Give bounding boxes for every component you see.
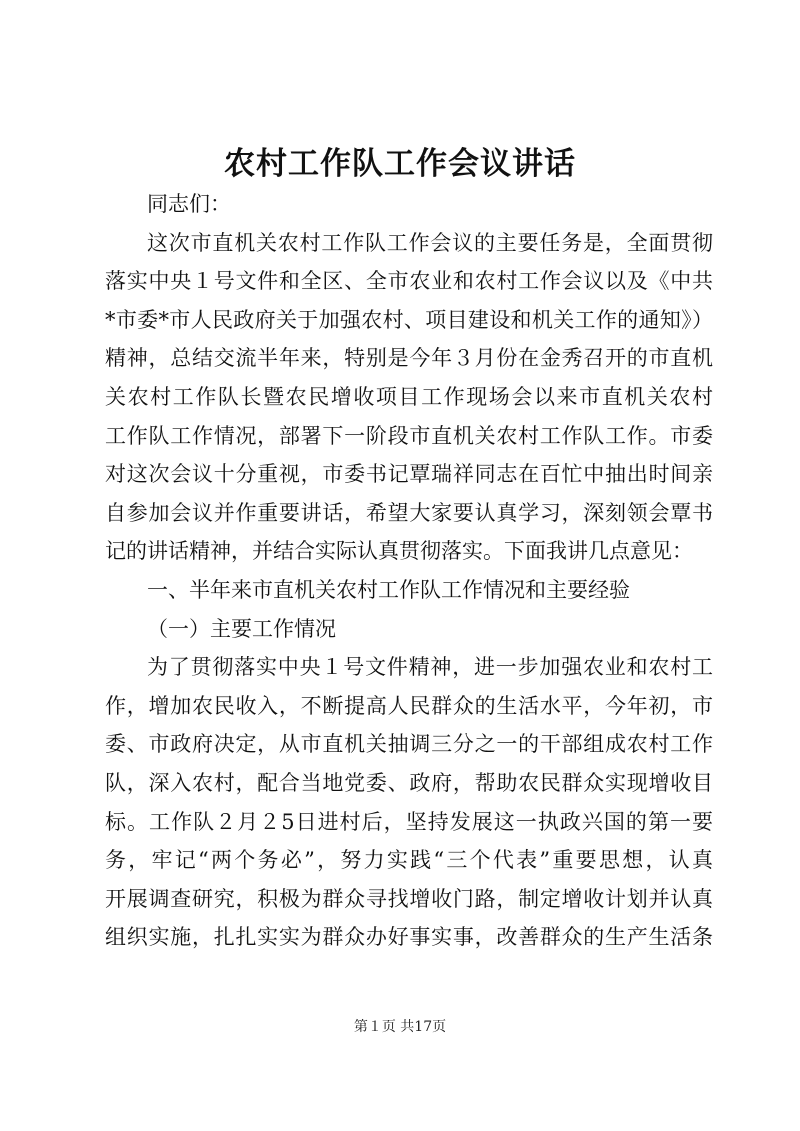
salutation-line: 同志们： bbox=[147, 192, 231, 216]
page-number-footer: 第１页 共17页 bbox=[353, 1019, 447, 1035]
body-line: 这次市直机关农村工作队工作会议的主要任务是，全面贯彻 bbox=[147, 230, 713, 255]
body-line: 落实中央１号文件和全区、全市农业和农村工作会议以及《中共 bbox=[105, 269, 713, 294]
body-line: 标。工作队２月２5日进村后，坚持发展这一执政兴国的第一要 bbox=[105, 809, 713, 834]
body-line: 工作队工作情况，部署下一阶段市直机关农村工作队工作。市委 bbox=[105, 423, 713, 448]
body-line: 记的讲话精神，并结合实际认真贯彻落实。下面我讲几点意见： bbox=[105, 539, 693, 564]
body-line: 作，增加农民收入，不断提高人民群众的生活水平，今年初，市 bbox=[105, 693, 713, 718]
body-line: 队，深入农村，配合当地党委、政府，帮助农民群众实现增收目 bbox=[105, 770, 713, 795]
body-line: 委、市政府决定，从市直机关抽调三分之一的干部组成农村工作 bbox=[105, 732, 713, 757]
body-line: 开展调查研究，积极为群众寻找增收门路，制定增收计划并认真 bbox=[105, 886, 713, 911]
subsection-heading: （一）主要工作情况 bbox=[147, 616, 336, 641]
document-body bbox=[105, 185, 713, 957]
body-line: 组织实施，扎扎实实为群众办好事实事，改善群众的生产生活条 bbox=[105, 925, 713, 950]
body-line: 为了贯彻落实中央１号文件精神，进一步加强农业和农村工 bbox=[147, 655, 713, 680]
body-line: 精神，总结交流半年来，特别是今年３月份在金秀召开的市直机 bbox=[105, 346, 713, 371]
body-line: 关农村工作队长暨农民增收项目工作现场会以来市直机关农村 bbox=[105, 384, 713, 409]
body-line: 对这次会议十分重视，市委书记覃瑞祥同志在百忙中抽出时间亲 bbox=[105, 462, 713, 487]
section-heading: 一、半年来市直机关农村工作队工作情况和主要经验 bbox=[147, 577, 630, 602]
body-line: *市委*市人民政府关于加强农村、项目建设和机关工作的通知》） bbox=[105, 307, 713, 332]
document-title: 农村工作队工作会议讲话 bbox=[224, 146, 576, 182]
body-line: 自参加会议并作重要讲话，希望大家要认真学习，深刻领会覃书 bbox=[105, 500, 713, 525]
body-line: 务，牢记“两个务必”，努力实践“三个代表”重要思想，认真 bbox=[105, 848, 713, 873]
